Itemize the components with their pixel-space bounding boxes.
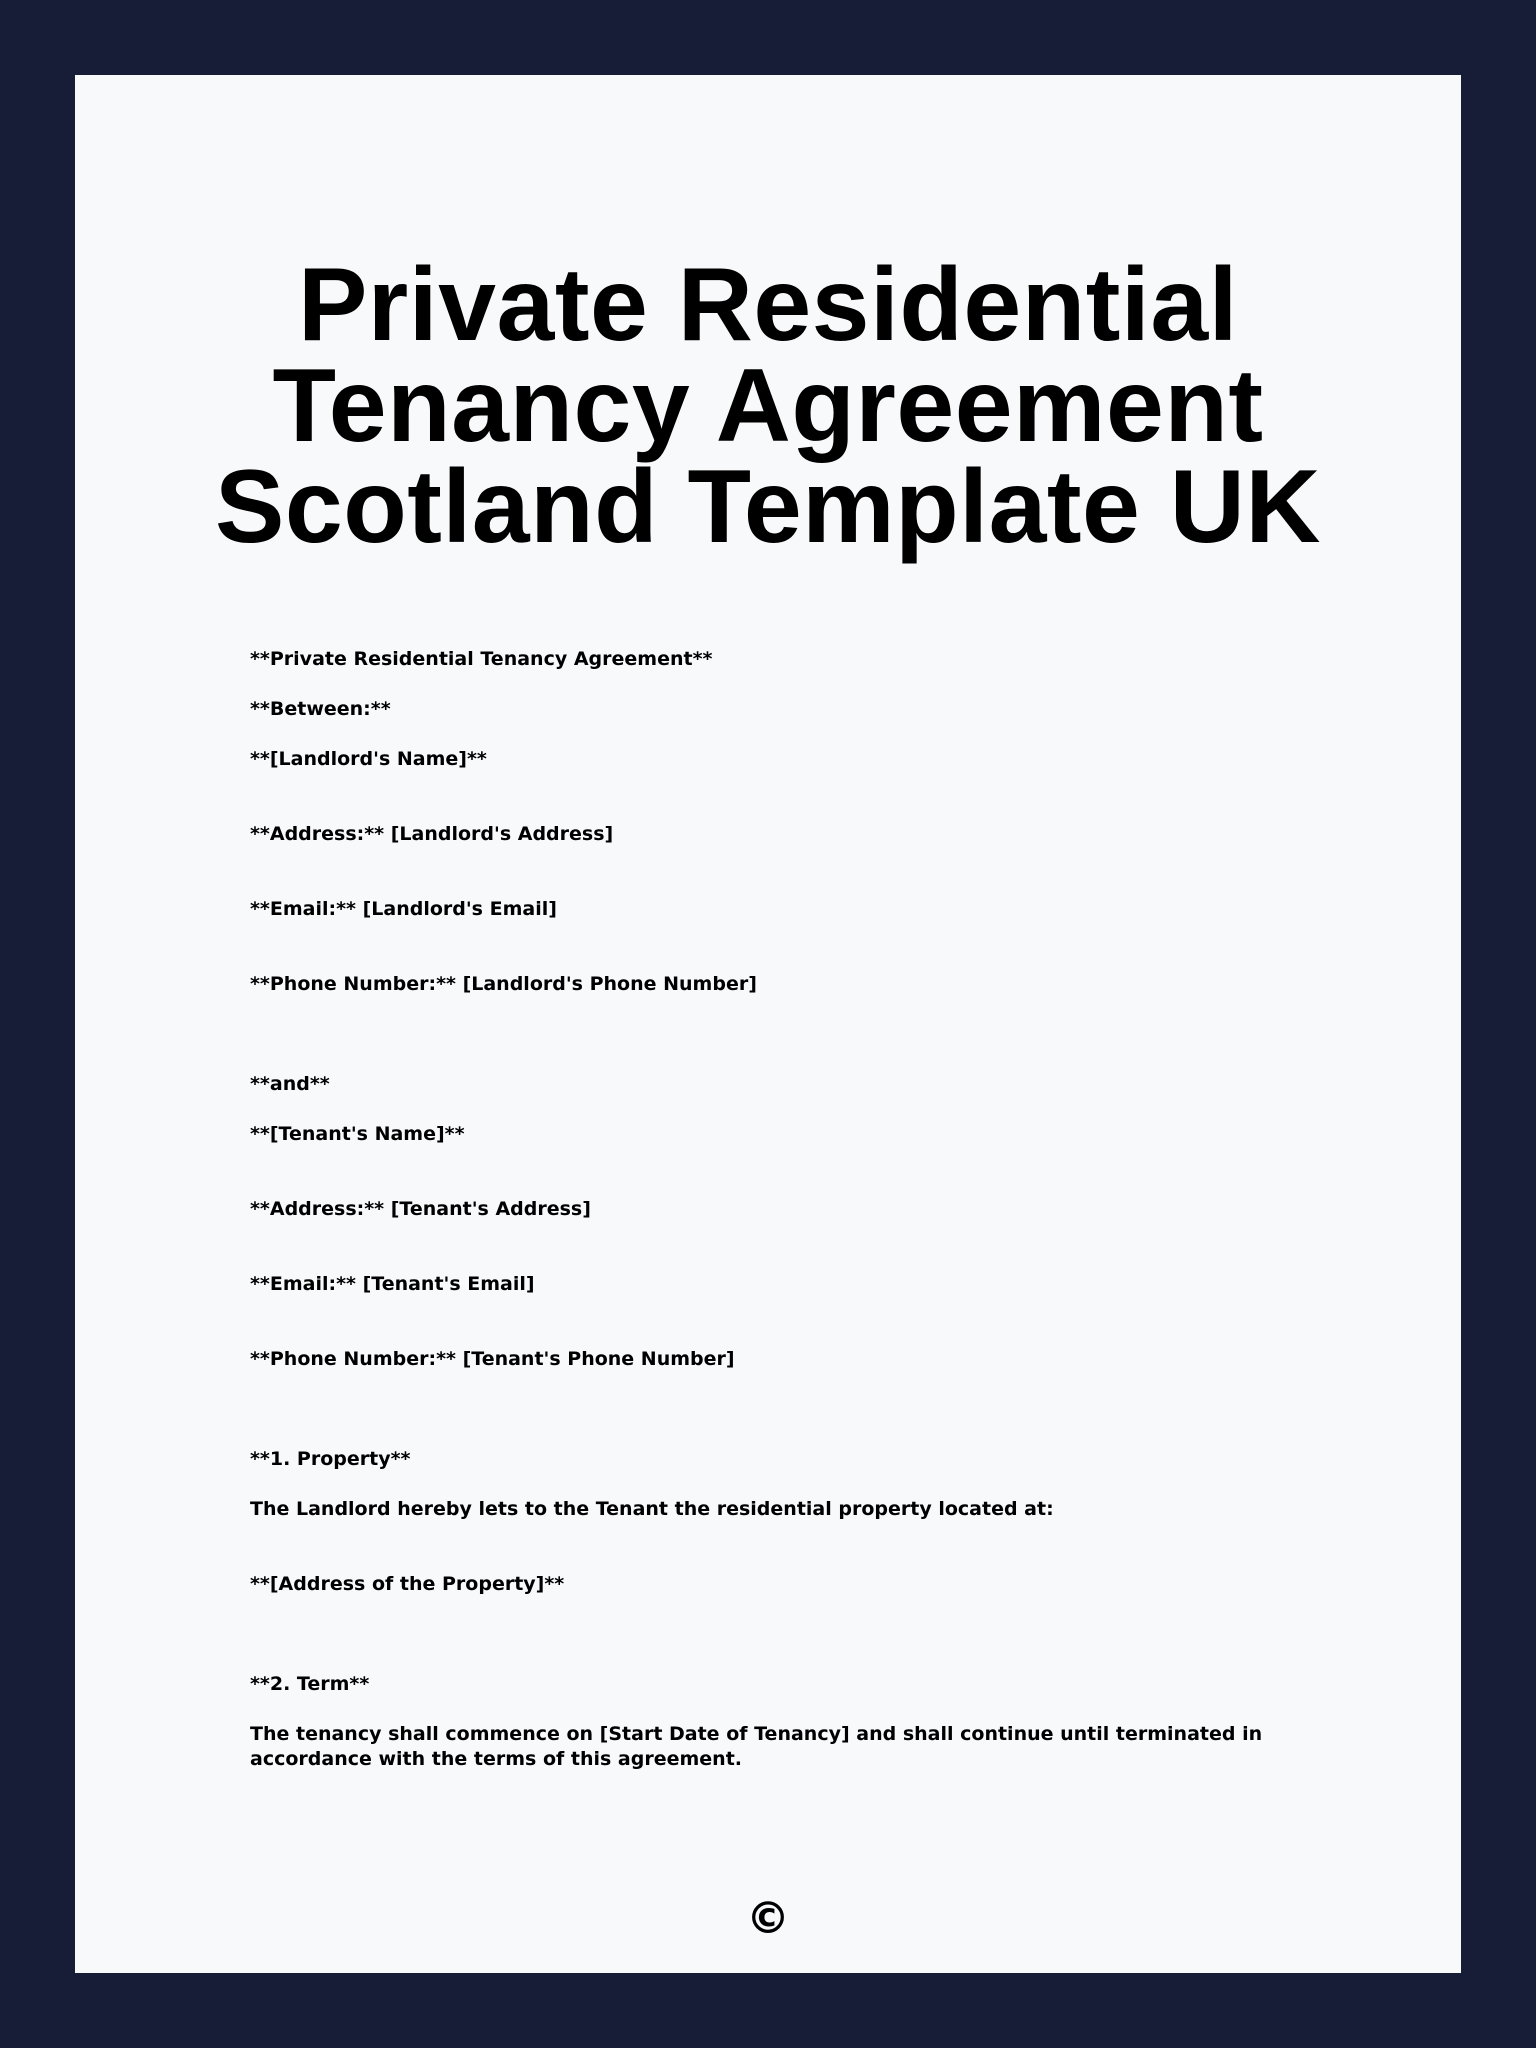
tenant-phone: **Phone Number:** [Tenant's Phone Number] [250,1348,735,1370]
term-clause: The tenancy shall commence on [Start Date of Tenancy] and shall continue until terminated in accordance with the terms of this agreement. [250,1723,1263,1770]
tenant-address: **Address:** [Tenant's Address] [250,1198,591,1220]
and-label: **and** [250,1073,330,1095]
landlord-phone: **Phone Number:** [Landlord's Phone Number] [250,973,757,995]
copyright-icon: © [746,1893,790,1944]
document-body [250,647,1360,1772]
document-page [75,75,1461,1973]
document-title: Private Residential Tenancy Agreement Scotland Template UK [214,247,1321,565]
landlord-name: **[Landlord's Name]** [250,748,487,770]
property-clause: The Landlord hereby lets to the Tenant the residential property located at: [250,1498,1054,1520]
tenant-email: **Email:** [Tenant's Email] [250,1273,535,1295]
property-address: **[Address of the Property]** [250,1573,565,1595]
section-term-heading: **2. Term** [250,1673,370,1695]
agreement-heading: **Private Residential Tenancy Agreement** [250,648,713,670]
between-label: **Between:** [250,698,391,720]
tenant-name: **[Tenant's Name]** [250,1123,465,1145]
landlord-address: **Address:** [Landlord's Address] [250,823,614,845]
section-property-heading: **1. Property** [250,1448,411,1470]
landlord-email: **Email:** [Landlord's Email] [250,898,557,920]
